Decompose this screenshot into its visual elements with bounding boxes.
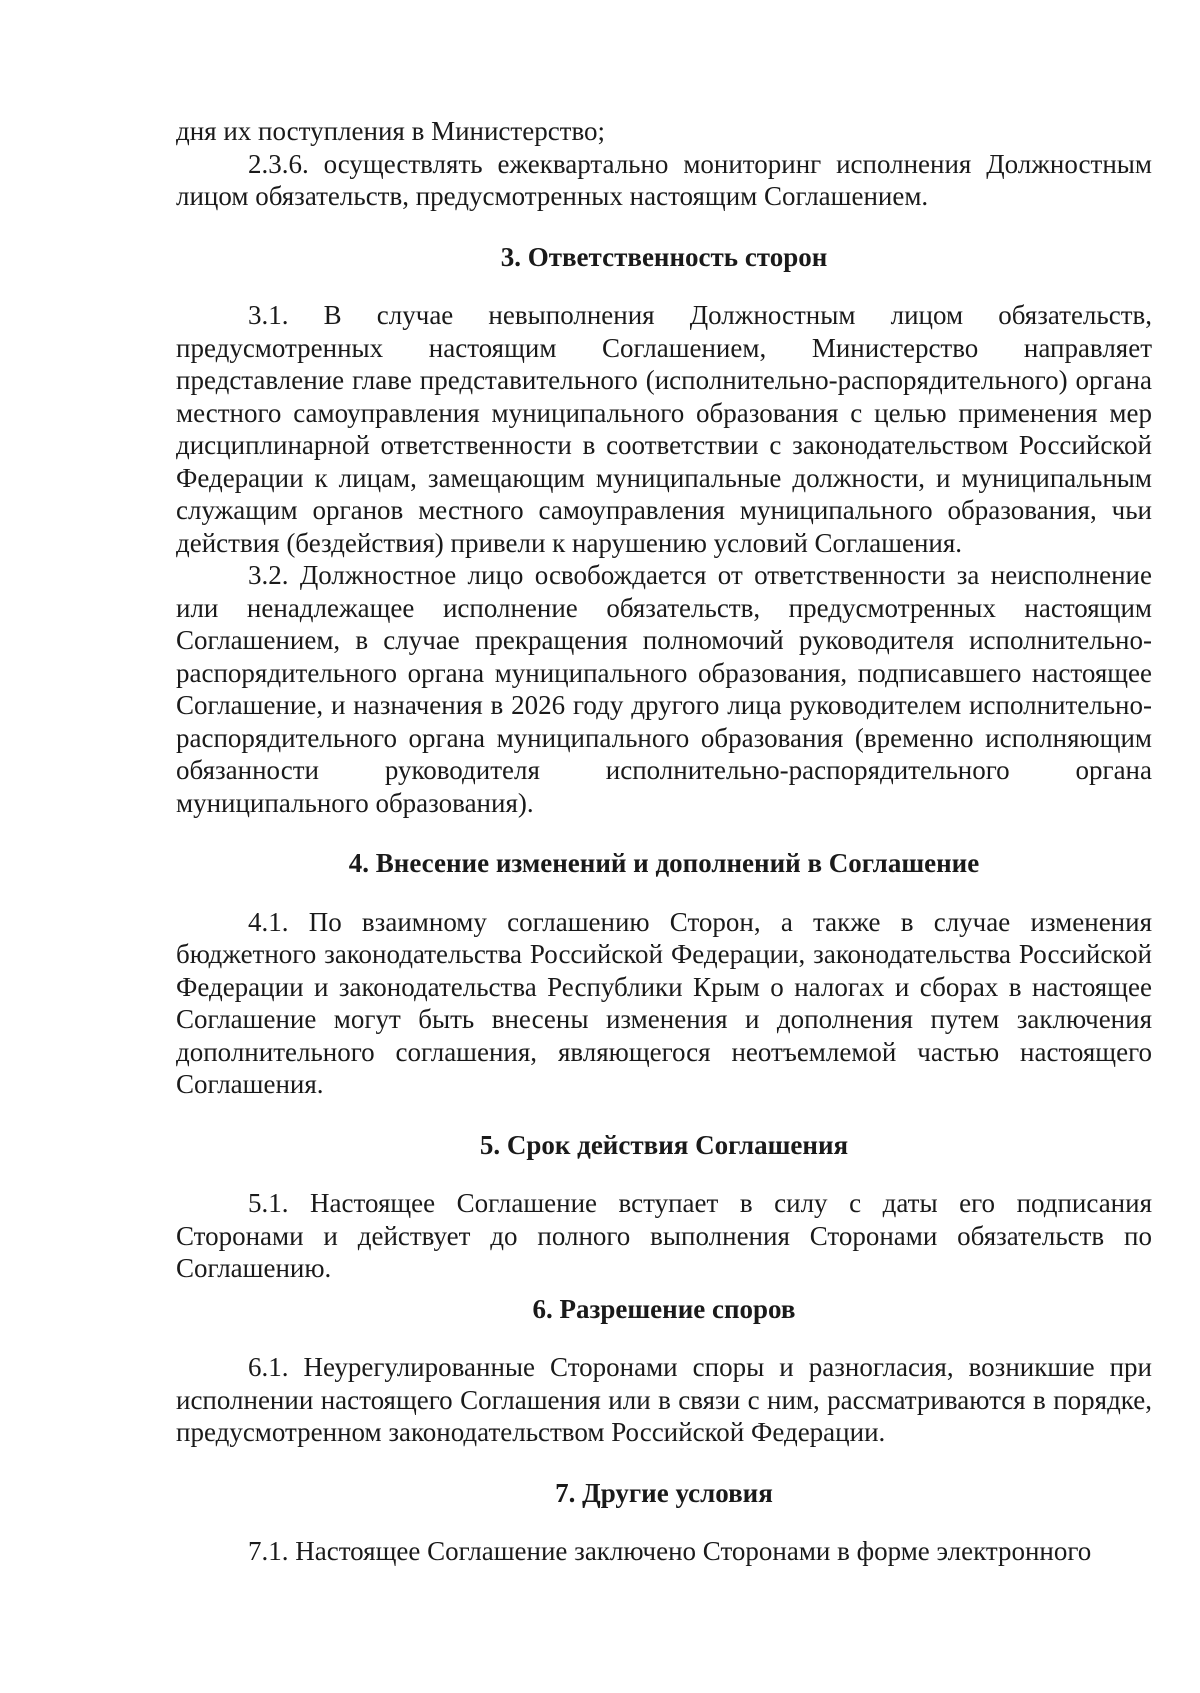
section-5-heading: 5. Срок действия Соглашения	[479, 1129, 849, 1160]
document-body	[176, 115, 1152, 1568]
paragraph-3-1: 3.1. В случае невыполнения Должностным лицом обязательств, предусмотренных настоящим Соглашением, Министерство направляет представление главе представительного (исполнительно-распорядительного) органа местного самоуправления муниципального образования с целью применения мер дисциплинарной ответственности в соответствии с законодательством Российской Федерации к лицам, замещающим муниципальные должности, и муниципальным служащим органов местного самоуправления муниципального образования, чьи действия (бездействия) привели к нарушению условий Соглашения.	[176, 300, 1152, 558]
paragraph-6-1: 6.1. Неурегулированные Сторонами споры и разногласия, возникшие при исполнении настоящего Соглашения или в связи с ним, рассматриваются в порядке, предусмотренном законодательством Российской Федерации.	[176, 1352, 1152, 1447]
section-7-heading: 7. Другие условия	[555, 1477, 773, 1508]
section-4-heading: 4. Внесение изменений и дополнений в Соглашение	[348, 848, 980, 878]
section-3-heading: 3. Ответственность сторон	[500, 241, 828, 272]
paragraph-2-3-6: 2.3.6. осуществлять ежеквартально мониторинг исполнения Должностным лицом обязательств, предусмотренных настоящим Соглашением.	[176, 148, 1152, 211]
section-6-heading: 6. Разрешение споров	[532, 1293, 796, 1324]
paragraph-4-1: 4.1. По взаимному соглашению Сторон, а также в случае изменения бюджетного законодательства Российской Федерации, законодательства Российской Федерации и законодательства Республики Крым о налогах и сборах в настоящее Соглашение могут быть внесены изменения и дополнения путем заключения дополнительного соглашения, являющегося неотъемлемой частью настоящего Соглашения.	[176, 906, 1152, 1099]
paragraph-7-1: 7.1. Настоящее Соглашение заключено Сторонами в форме электронного	[248, 1536, 1092, 1566]
paragraph-3-2: 3.2. Должностное лицо освобождается от ответственности за неисполнение или ненадлежащее исполнение обязательств, предусмотренных настоящим Соглашением, в случае прекращения полномочий руководителя исполнительно-распорядительного органа муниципального образования, подписавшего настоящее Соглашение, и назначения в 2026 году другого лица руководителем исполнительно-распорядительного органа муниципального образования (временно исполняющим обязанности руководителя исполнительно-распорядительного органа муниципального образования).	[176, 560, 1152, 818]
paragraph-continuation: дня их поступления в Министерство;	[176, 116, 606, 146]
paragraph-5-1: 5.1. Настоящее Соглашение вступает в силу с даты его подписания Сторонами и действует до полного выполнения Сторонами обязательств по Соглашению.	[176, 1188, 1152, 1283]
